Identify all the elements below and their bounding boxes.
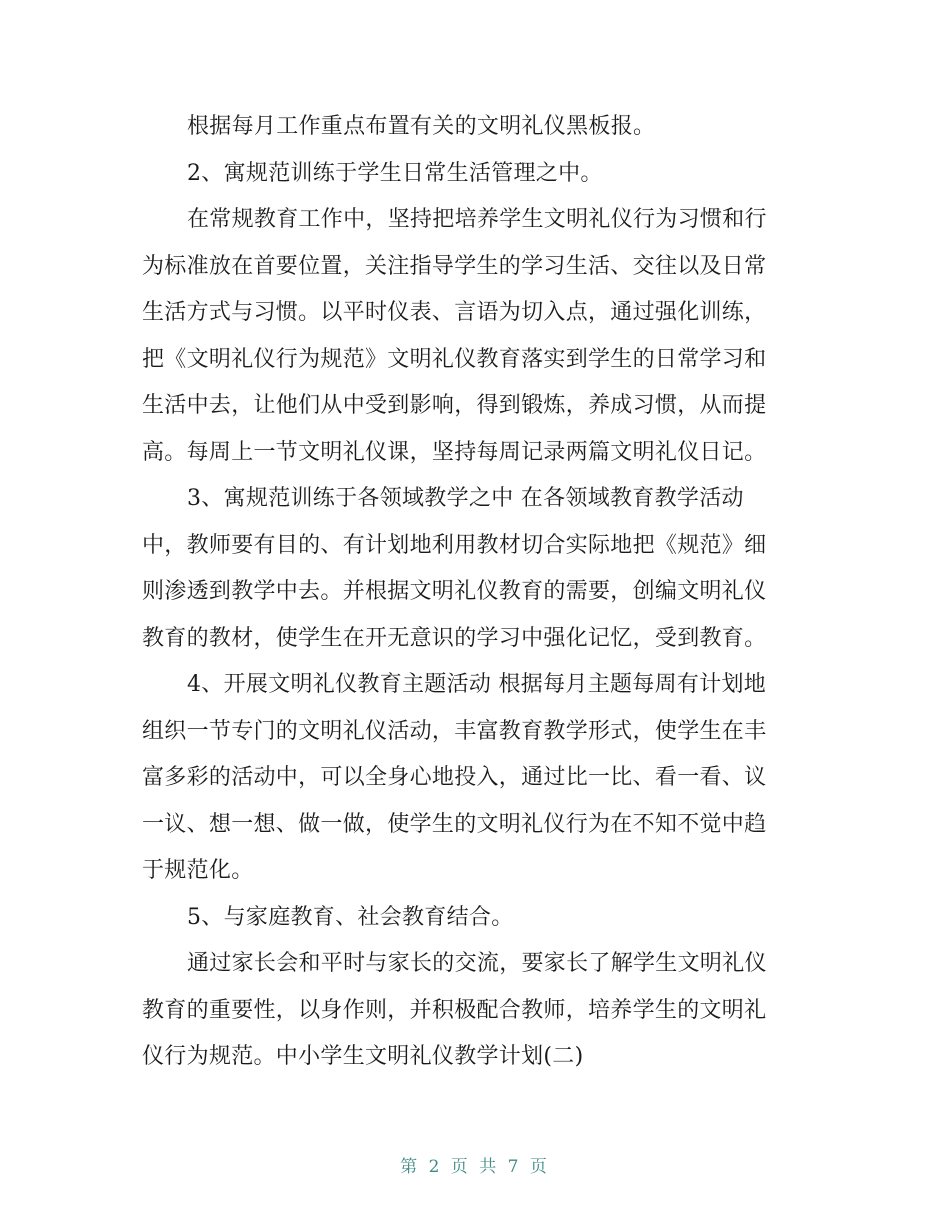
text-line: 则渗透到教学中去。并根据文明礼仪教育的需要，创编文明礼仪 [142,579,767,604]
paragraph-blackboard [142,104,802,151]
text-line: 富多彩的活动中，可以全身心地投入，通过比一比、看一看、议 [142,765,767,790]
text-line: 把《文明礼仪行为规范》文明礼仪教育落实到学生的日常学习和 [142,346,767,372]
text-line: 生活方式与习惯。以平时仪表、言语为切入点，通过强化训练， [142,300,767,325]
text-line: 仪行为规范。中小学生文明礼仪教学计划(二) [142,1044,584,1069]
paragraph-heading-3 [142,476,802,662]
text-line: 在常规教育工作中，坚持把培养学生文明礼仪行为习惯和行 [187,207,767,232]
text-line: 于规范化。 [142,858,254,883]
document-body [142,104,802,1081]
text-line: 生活中去，让他们从中受到影响，得到锻炼，养成习惯，从而提 [142,393,767,418]
text-line: 根据每月工作重点布置有关的文明礼仪黑板报。 [187,114,656,139]
text-line: 教育的教材，使学生在开无意识的学习中强化记忆，受到教育。 [142,625,767,651]
text-line: 4、开展文明礼仪教育主题活动 根据每月主题每周有计划地 [187,672,767,697]
text-line: 5、与家庭教育、社会教育结合。 [187,904,514,930]
page-number-footer: 第 2 页 共 7 页 [400,1157,550,1177]
text-line: 教育的重要性，以身作则，并积极配合教师，培养学生的文明礼 [142,997,767,1023]
text-line: 中，教师要有目的、有计划地利用教材切合实际地把《规范》细 [142,532,767,558]
paragraph-heading-4 [142,662,802,895]
paragraph-routine-education [142,197,802,476]
text-line: 组织一节专门的文明礼仪活动，丰富教育教学形式，使学生在丰 [142,718,767,744]
text-line: 通过家长会和平时与家长的交流，要家长了解学生文明礼仪 [187,951,767,976]
text-line: 3、寓规范训练于各领域教学之中 在各领域教育教学活动 [187,486,744,511]
paragraph-family-education [142,941,802,1081]
text-line: 高。每周上一节文明礼仪课，坚持每周记录两篇文明礼仪日记。 [142,439,767,465]
paragraph-heading-5 [142,895,802,942]
paragraph-heading-2 [142,151,802,198]
text-line: 一议、想一想、做一做，使学生的文明礼仪行为在不知不觉中趋 [142,811,767,837]
text-line: 为标准放在首要位置，关注指导学生的学习生活、交往以及日常 [142,253,767,279]
text-line: 2、寓规范训练于学生日常生活管理之中。 [187,160,603,186]
